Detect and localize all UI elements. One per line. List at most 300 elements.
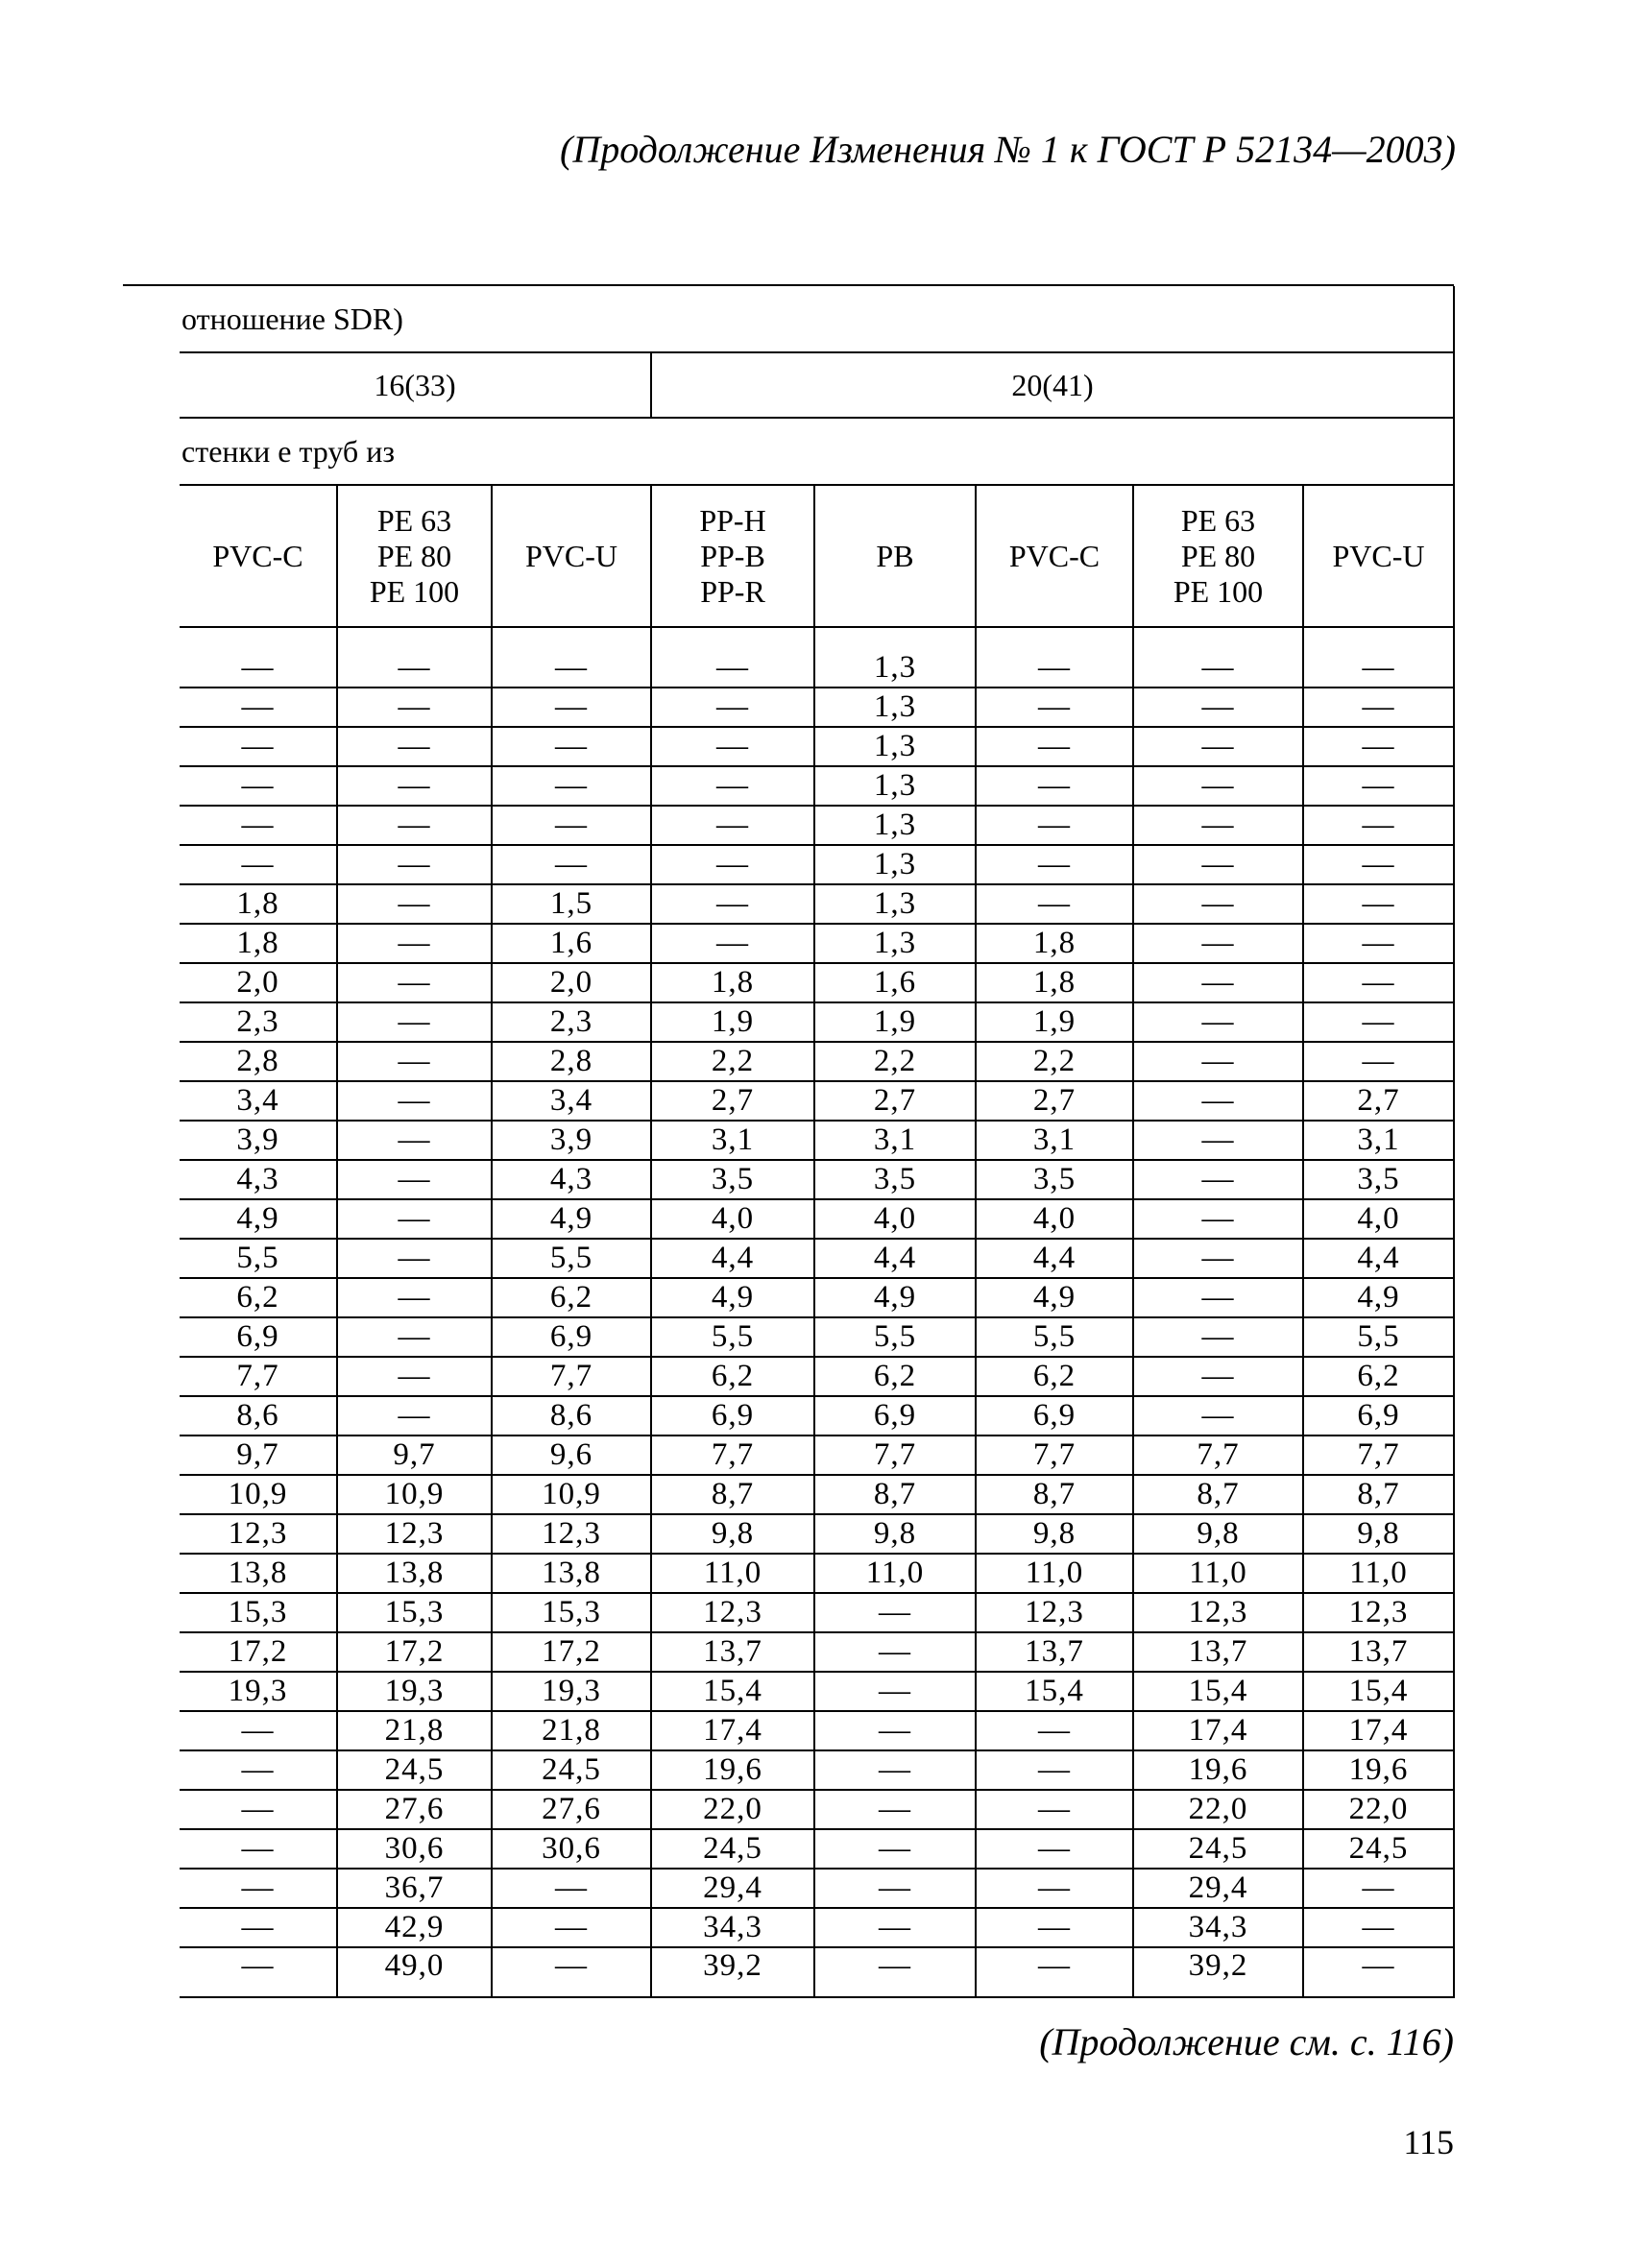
table-cell: 4,4 <box>976 1239 1133 1278</box>
column-header-line: PP-R <box>700 573 765 609</box>
table-cell: 13,7 <box>976 1632 1133 1672</box>
table-cell: 11,0 <box>814 1554 976 1593</box>
table-cell: 4,4 <box>1303 1239 1454 1278</box>
table-cell: — <box>976 884 1133 924</box>
table-cell: 4,3 <box>180 1160 337 1199</box>
table-row <box>180 806 1454 845</box>
column-header <box>337 485 492 627</box>
table-cell: — <box>180 649 337 688</box>
table-cell: 8,7 <box>976 1475 1133 1514</box>
table-cell: 1,9 <box>976 1002 1133 1042</box>
table-cell: 1,3 <box>814 884 976 924</box>
table-cell: 3,1 <box>651 1121 814 1160</box>
table-cell: 17,4 <box>1133 1711 1303 1750</box>
table-cell: — <box>180 688 337 727</box>
table-cell: 7,7 <box>1303 1436 1454 1475</box>
table-cell: — <box>1133 1317 1303 1357</box>
table-cell: — <box>337 1002 492 1042</box>
table-row <box>180 1396 1454 1436</box>
table-cell: 8,7 <box>1303 1475 1454 1514</box>
table-cell: — <box>337 727 492 766</box>
table-cell: — <box>1133 1121 1303 1160</box>
table-cell: 1,8 <box>976 924 1133 963</box>
table-cell: — <box>976 1790 1133 1829</box>
header-gap-row <box>180 627 1454 649</box>
table-cell: 11,0 <box>651 1554 814 1593</box>
table-cell: 2,7 <box>976 1081 1133 1121</box>
table-cell: — <box>337 1317 492 1357</box>
table-cell: 1,8 <box>180 924 337 963</box>
table-cell: 1,9 <box>651 1002 814 1042</box>
table-cell: — <box>180 1908 337 1947</box>
table-cell: — <box>337 1042 492 1081</box>
sdr-group-20: 20(41) <box>651 352 1454 418</box>
table-row <box>180 1475 1454 1514</box>
table-row <box>180 1121 1454 1160</box>
table-cell: — <box>337 1081 492 1121</box>
table-cell: — <box>651 766 814 806</box>
table-row <box>180 1002 1454 1042</box>
table-cell: 1,3 <box>814 924 976 963</box>
table-cell: 3,4 <box>180 1081 337 1121</box>
table-cell: 17,4 <box>1303 1711 1454 1750</box>
gap-cell <box>492 627 651 649</box>
table-cell: — <box>180 1790 337 1829</box>
table-cell: 2,2 <box>651 1042 814 1081</box>
table-row <box>180 649 1454 688</box>
table-cell: 19,3 <box>492 1672 651 1711</box>
table-cell: 9,7 <box>180 1436 337 1475</box>
table-cell: 24,5 <box>1303 1829 1454 1869</box>
table-row <box>180 688 1454 727</box>
table-cell: 8,7 <box>651 1475 814 1514</box>
table-cell: 1,8 <box>651 963 814 1002</box>
table-cell: 13,7 <box>1133 1632 1303 1672</box>
column-header-line: PVC-C <box>1008 538 1101 573</box>
table-row <box>180 884 1454 924</box>
gap-cell <box>1303 627 1454 649</box>
table-row <box>180 845 1454 884</box>
table-cell: — <box>1133 1042 1303 1081</box>
table-cell: 6,2 <box>651 1357 814 1396</box>
table-cell: 9,8 <box>1303 1514 1454 1554</box>
table-cell: — <box>180 1869 337 1908</box>
table-cell: — <box>1133 649 1303 688</box>
table-cell: 9,8 <box>814 1514 976 1554</box>
table-cell: — <box>337 1121 492 1160</box>
table-cell: 15,4 <box>1303 1672 1454 1711</box>
table-cell: — <box>1303 924 1454 963</box>
table-cell: — <box>492 1947 651 1997</box>
table-cell: — <box>976 806 1133 845</box>
table-cell: — <box>1133 963 1303 1002</box>
table-cell: 22,0 <box>1303 1790 1454 1829</box>
table-cell: — <box>976 727 1133 766</box>
table-cell: 12,3 <box>651 1593 814 1632</box>
table-cell: — <box>1133 884 1303 924</box>
table-cell: — <box>814 1869 976 1908</box>
table-cell: — <box>337 766 492 806</box>
table-cell: 15,4 <box>1133 1672 1303 1711</box>
column-header <box>180 485 337 627</box>
table-cell: 2,7 <box>814 1081 976 1121</box>
table-cell: 2,2 <box>976 1042 1133 1081</box>
table-cell: — <box>814 1947 976 1997</box>
table-cell: 2,0 <box>180 963 337 1002</box>
table-cell: 1,3 <box>814 688 976 727</box>
table-cell: 49,0 <box>337 1947 492 1997</box>
table-cell: 15,3 <box>492 1593 651 1632</box>
table-cell: 6,9 <box>1303 1396 1454 1436</box>
column-header <box>1133 485 1303 627</box>
table-cell: — <box>1133 845 1303 884</box>
column-header <box>1303 485 1454 627</box>
table-row <box>180 924 1454 963</box>
table-cell: 12,3 <box>337 1514 492 1554</box>
table-cell: — <box>1133 924 1303 963</box>
table-cell: 2,3 <box>492 1002 651 1042</box>
table-cell: — <box>651 845 814 884</box>
column-header-line: PVC-U <box>1332 538 1425 573</box>
table-cell: 8,7 <box>814 1475 976 1514</box>
gap-cell <box>814 627 976 649</box>
gap-cell <box>180 627 337 649</box>
table-cell: 5,5 <box>976 1317 1133 1357</box>
table-cell: 24,5 <box>337 1750 492 1790</box>
table-cell: 24,5 <box>1133 1829 1303 1869</box>
table-cell: — <box>1303 1869 1454 1908</box>
table-cell: — <box>814 1711 976 1750</box>
table-cell: — <box>976 1947 1133 1997</box>
table-cell: — <box>180 806 337 845</box>
table-cell: 3,5 <box>651 1160 814 1199</box>
table-cell: 2,7 <box>1303 1081 1454 1121</box>
table-cell: — <box>814 1790 976 1829</box>
table-row <box>180 1160 1454 1199</box>
table-cell: — <box>337 1160 492 1199</box>
column-header-line: PVC-U <box>524 538 617 573</box>
table-cell: — <box>1133 1357 1303 1396</box>
table-row <box>180 1278 1454 1317</box>
table-cell: 6,9 <box>976 1396 1133 1436</box>
table-cell: 2,0 <box>492 963 651 1002</box>
table-cell: — <box>1303 845 1454 884</box>
table-cell: — <box>1133 1278 1303 1317</box>
table-cell: 6,9 <box>180 1317 337 1357</box>
table-cell: 6,2 <box>180 1278 337 1317</box>
table-cell: 39,2 <box>1133 1947 1303 1997</box>
table-cell: 8,7 <box>1133 1475 1303 1514</box>
column-header <box>814 485 976 627</box>
continuation-note: (Продолжение см. с. 116) <box>1039 2020 1454 2063</box>
table-cell: — <box>492 688 651 727</box>
table-cell: 6,2 <box>976 1357 1133 1396</box>
table-cell: 30,6 <box>337 1829 492 1869</box>
table-cell: 4,3 <box>492 1160 651 1199</box>
table-cell: 1,8 <box>976 963 1133 1002</box>
table-cell: 2,7 <box>651 1081 814 1121</box>
table-cell: — <box>1303 806 1454 845</box>
column-header-line: PE 63 <box>1180 502 1256 538</box>
table-cell: 22,0 <box>1133 1790 1303 1829</box>
table-cell: 21,8 <box>492 1711 651 1750</box>
table-cell: 2,8 <box>492 1042 651 1081</box>
table-cell: — <box>1303 1042 1454 1081</box>
table-row <box>180 1829 1454 1869</box>
column-header-line: PE 80 <box>1180 538 1256 573</box>
table-cell: 3,1 <box>976 1121 1133 1160</box>
table-cell: 3,5 <box>1303 1160 1454 1199</box>
table-cell: 3,1 <box>814 1121 976 1160</box>
table-cell: 5,5 <box>651 1317 814 1357</box>
table-cell: 4,9 <box>651 1278 814 1317</box>
table-cell: — <box>180 1947 337 1997</box>
table-cell: — <box>814 1672 976 1711</box>
table-cell: 4,9 <box>814 1278 976 1317</box>
table-cell: — <box>1303 1002 1454 1042</box>
column-header-line: PP-B <box>700 538 765 573</box>
table-cell: — <box>814 1632 976 1672</box>
gap-cell <box>1133 627 1303 649</box>
table-cell: 29,4 <box>1133 1869 1303 1908</box>
table-cell: 6,9 <box>492 1317 651 1357</box>
table-cell: — <box>337 1357 492 1396</box>
table-cell: — <box>337 963 492 1002</box>
table-cell: 4,0 <box>1303 1199 1454 1239</box>
table-cell: 4,9 <box>180 1199 337 1239</box>
table-cell: 17,2 <box>337 1632 492 1672</box>
column-header-line: PE 63 <box>376 502 452 538</box>
table-cell: 10,9 <box>180 1475 337 1514</box>
table-cell: — <box>492 649 651 688</box>
table-cell: — <box>180 1750 337 1790</box>
table-cell: 4,4 <box>651 1239 814 1278</box>
table-cell: 1,6 <box>492 924 651 963</box>
gap-cell <box>337 627 492 649</box>
table-cell: — <box>976 845 1133 884</box>
table-cell: 4,9 <box>1303 1278 1454 1317</box>
table-cell: 3,1 <box>1303 1121 1454 1160</box>
table-row <box>180 1750 1454 1790</box>
table-cell: — <box>492 727 651 766</box>
table-title-row: отношение SDR) <box>180 286 1454 352</box>
table-cell: — <box>1303 1908 1454 1947</box>
table-cell: 6,9 <box>814 1396 976 1436</box>
table-cell: 12,3 <box>492 1514 651 1554</box>
table-cell: 4,9 <box>976 1278 1133 1317</box>
table-cell: 29,4 <box>651 1869 814 1908</box>
column-header <box>651 485 814 627</box>
table-cell: 12,3 <box>180 1514 337 1554</box>
table-cell: 6,2 <box>814 1357 976 1396</box>
table-cell: — <box>492 845 651 884</box>
table-cell: 24,5 <box>492 1750 651 1790</box>
table-cell: 3,4 <box>492 1081 651 1121</box>
table-cell: 27,6 <box>337 1790 492 1829</box>
table-cell: — <box>814 1593 976 1632</box>
table-cell: 10,9 <box>492 1475 651 1514</box>
table-cell: — <box>651 688 814 727</box>
table-cell: 6,2 <box>1303 1357 1454 1396</box>
table-cell: 7,7 <box>180 1357 337 1396</box>
table-row <box>180 1357 1454 1396</box>
column-header-line: PE 100 <box>1173 573 1264 609</box>
table-cell: 5,5 <box>1303 1317 1454 1357</box>
table-cell: — <box>814 1829 976 1869</box>
table-cell: — <box>1303 649 1454 688</box>
table-cell: — <box>180 727 337 766</box>
table-cell: 7,7 <box>976 1436 1133 1475</box>
table-cell: 24,5 <box>651 1829 814 1869</box>
table-cell: 1,3 <box>814 845 976 884</box>
table-row <box>180 1908 1454 1947</box>
table-cell: — <box>1303 1947 1454 1997</box>
table-row <box>180 963 1454 1002</box>
table-cell: — <box>337 649 492 688</box>
table-cell: — <box>651 924 814 963</box>
table-subtitle-row: стенки e труб из <box>180 418 1454 485</box>
table-cell: 19,3 <box>180 1672 337 1711</box>
table-cell: — <box>814 1750 976 1790</box>
table-cell: 17,2 <box>180 1632 337 1672</box>
table-cell: 5,5 <box>492 1239 651 1278</box>
table-row <box>180 1317 1454 1357</box>
table-cell: 4,4 <box>814 1239 976 1278</box>
table-cell: 7,7 <box>492 1357 651 1396</box>
table-cell: 30,6 <box>492 1829 651 1869</box>
table-cell: 9,8 <box>976 1514 1133 1554</box>
table-cell: 13,8 <box>180 1554 337 1593</box>
table-cell: — <box>1133 688 1303 727</box>
table-row <box>180 1514 1454 1554</box>
table-cell: 27,6 <box>492 1790 651 1829</box>
table-cell: — <box>976 1750 1133 1790</box>
table-cell: 22,0 <box>651 1790 814 1829</box>
column-header-line: PP-H <box>699 502 766 538</box>
table-cell: 1,3 <box>814 806 976 845</box>
sdr-group-16: 16(33) <box>180 352 651 418</box>
table-cell: — <box>1133 766 1303 806</box>
header-note: (Продолжение Изменения № 1 к ГОСТ Р 52134—2003) <box>560 128 1456 171</box>
table-cell: 3,5 <box>814 1160 976 1199</box>
table-cell: 12,3 <box>1133 1593 1303 1632</box>
table-row <box>180 1790 1454 1829</box>
table-cell: 4,9 <box>492 1199 651 1239</box>
table-cell: — <box>492 1869 651 1908</box>
table-cell: — <box>180 1829 337 1869</box>
table-cell: — <box>180 845 337 884</box>
column-header-line: PE 100 <box>369 573 460 609</box>
table-row <box>180 1593 1454 1632</box>
table-cell: — <box>337 688 492 727</box>
table-cell: 9,8 <box>1133 1514 1303 1554</box>
table-cell: — <box>337 1278 492 1317</box>
table-cell: — <box>651 727 814 766</box>
table-cell: 17,4 <box>651 1711 814 1750</box>
table-cell: 1,8 <box>180 884 337 924</box>
column-header-row <box>180 485 1454 627</box>
table-cell: 15,4 <box>651 1672 814 1711</box>
table-cell: 2,3 <box>180 1002 337 1042</box>
table-cell: — <box>337 806 492 845</box>
table-cell: — <box>651 649 814 688</box>
table-cell: 1,5 <box>492 884 651 924</box>
table-cell: 9,8 <box>651 1514 814 1554</box>
gap-cell <box>651 627 814 649</box>
table-cell: 2,2 <box>814 1042 976 1081</box>
table-cell: — <box>1303 727 1454 766</box>
table-cell: — <box>976 688 1133 727</box>
table-cell: 1,3 <box>814 727 976 766</box>
table-cell: 15,3 <box>337 1593 492 1632</box>
table-row <box>180 1199 1454 1239</box>
table-cell: — <box>814 1908 976 1947</box>
table-cell: — <box>180 766 337 806</box>
table-row <box>180 1947 1454 1997</box>
table-cell: 1,3 <box>814 649 976 688</box>
column-header-line: PVC-C <box>212 538 303 573</box>
column-header <box>492 485 651 627</box>
table-cell: 4,0 <box>651 1199 814 1239</box>
table-cell: — <box>1133 1081 1303 1121</box>
wall-thickness-table <box>180 286 1455 1998</box>
column-header-line: PB <box>876 538 914 573</box>
table-cell: 7,7 <box>651 1436 814 1475</box>
table-cell: — <box>976 1829 1133 1869</box>
table-cell: 17,2 <box>492 1632 651 1672</box>
table-cell: — <box>1133 1199 1303 1239</box>
table-cell: — <box>337 1396 492 1436</box>
table-cell: 1,6 <box>814 963 976 1002</box>
table-cell: — <box>492 806 651 845</box>
table-cell: — <box>1303 766 1454 806</box>
table-cell: 1,9 <box>814 1002 976 1042</box>
table-cell: 9,7 <box>337 1436 492 1475</box>
table-cell: 7,7 <box>1133 1436 1303 1475</box>
table-row <box>180 1672 1454 1711</box>
table-cell: 13,7 <box>651 1632 814 1672</box>
table-cell: 5,5 <box>814 1317 976 1357</box>
table-cell: 3,9 <box>492 1121 651 1160</box>
table-cell: — <box>1133 1239 1303 1278</box>
page-number: 115 <box>1403 2123 1454 2161</box>
table-cell: — <box>976 1869 1133 1908</box>
table-cell: — <box>1133 1160 1303 1199</box>
table-row <box>180 1042 1454 1081</box>
table-cell: — <box>337 884 492 924</box>
table-cell: 34,3 <box>1133 1908 1303 1947</box>
table-cell: — <box>976 649 1133 688</box>
table-cell: — <box>651 884 814 924</box>
table-row <box>180 1239 1454 1278</box>
table-cell: 15,4 <box>976 1672 1133 1711</box>
table-row <box>180 1436 1454 1475</box>
table-row <box>180 1632 1454 1672</box>
table-cell: 13,8 <box>337 1554 492 1593</box>
table-cell: 11,0 <box>1303 1554 1454 1593</box>
table-cell: — <box>1303 688 1454 727</box>
table-cell: 2,8 <box>180 1042 337 1081</box>
table-cell: — <box>976 1711 1133 1750</box>
column-header <box>976 485 1133 627</box>
table-cell: 6,9 <box>651 1396 814 1436</box>
table-cell: — <box>337 924 492 963</box>
table-cell: — <box>180 1711 337 1750</box>
table-cell: 5,5 <box>180 1239 337 1278</box>
table-cell: 39,2 <box>651 1947 814 1997</box>
table-cell: 8,6 <box>492 1396 651 1436</box>
table-cell: 4,0 <box>976 1199 1133 1239</box>
